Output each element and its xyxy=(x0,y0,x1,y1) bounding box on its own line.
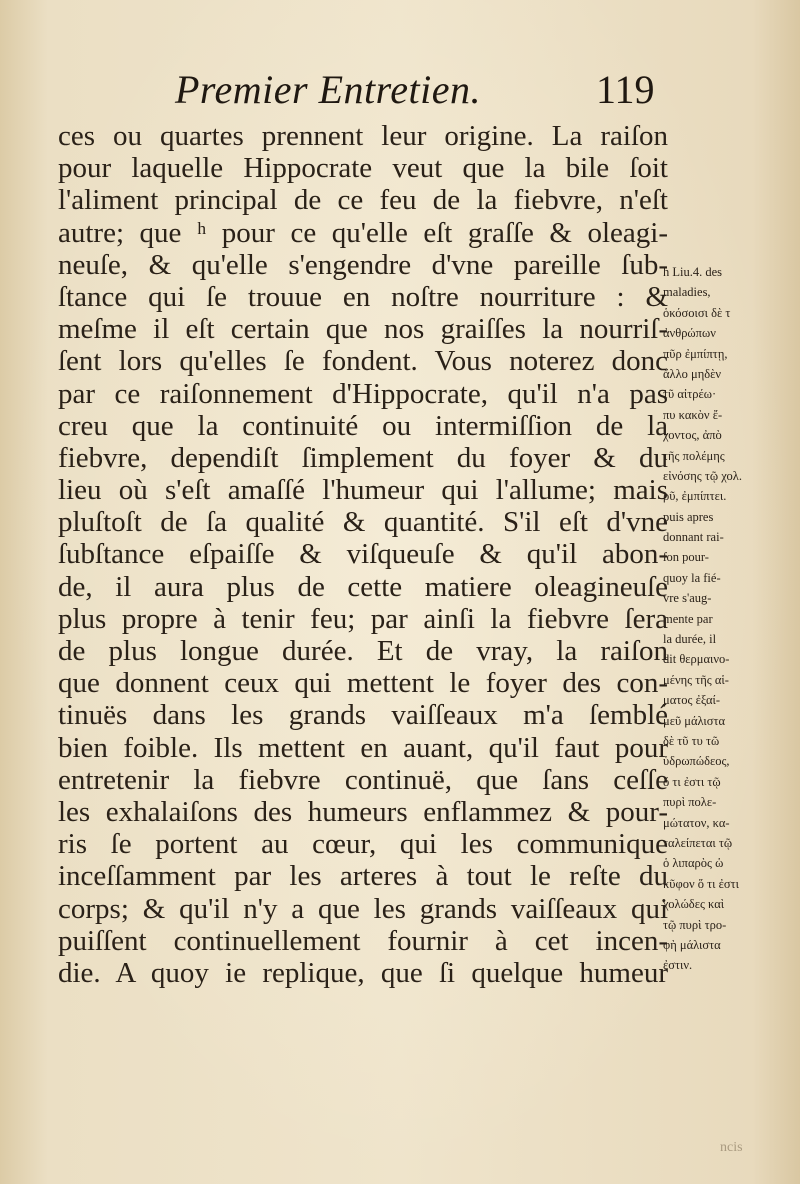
margin-note-line: μώτατον, κα- xyxy=(663,815,730,830)
margin-note-line: τῆς πολέμης xyxy=(663,448,725,463)
margin-note-line: h Liu.4. des xyxy=(663,265,723,279)
margin-note-line: μεῦ μάλιστα xyxy=(663,713,726,728)
margin-note-line: εἰνόσης τῷ χολ. xyxy=(663,468,742,483)
margin-note-line: πῦρ ἐμπίπτῃ, xyxy=(663,346,728,361)
margin-note-line: mente par xyxy=(663,611,713,626)
text-line: pluſtoſt de ſa qualité & quantité. S'il eſt d'vne xyxy=(58,506,668,539)
margin-note-line: δὲ τῦ τυ τῶ xyxy=(663,733,720,748)
text-line: de plus longue durée. Et de vray, la raiſon xyxy=(58,635,668,667)
page-header xyxy=(0,66,800,116)
text-line: inceſſamment par les arteres à tout le reſte du xyxy=(58,860,668,893)
margin-note-line: ταλείπεται τῷ xyxy=(663,835,733,850)
text-line: entretenir la fiebvre continuë, que ſans ceſſe xyxy=(58,763,668,796)
margin-note-line: κῦφον ὅ τι ἐστι xyxy=(663,876,739,891)
text-line: pour laquelle Hippocrate veut que la bile ſoit xyxy=(58,152,668,185)
text-line: corps; & qu'il n'y a que les grands vaiſſeaux qui xyxy=(58,892,668,925)
text-line: neuſe, & qu'elle s'engendre d'vne pareille ſub- xyxy=(58,248,668,281)
margin-note-line: ματος ἐξαί- xyxy=(663,693,721,708)
text-line: ſent lors qu'elles ſe fondent. Vous noterez donc xyxy=(58,345,668,378)
text-line: par ce raiſonnement d'Hippocrate, qu'il n'a pas xyxy=(58,377,668,410)
margin-note-line: ἐστιν. xyxy=(663,958,693,973)
text-line: ſtance qui ſe trouue en noſtre nourriture : & xyxy=(58,280,668,313)
text-line: ſubſtance eſpaiſſe & viſqueuſe & qu'il abon- xyxy=(58,538,668,571)
margin-note-line: πυ κακὸν ἔ- xyxy=(663,407,723,422)
text-line: ris ſe portent au cœur, qui les communique xyxy=(58,828,668,861)
running-title: Premier Entretien. xyxy=(175,67,481,112)
text-line: puiſſent continuellement fournir à cet incen- xyxy=(58,924,668,957)
text-line: autre; que ʰ pour ce qu'elle eſt graſſe & oleagi- xyxy=(58,216,668,249)
page-number: 119 xyxy=(596,67,655,112)
margin-note-line: puis apres xyxy=(663,509,714,524)
text-line: l'aliment principal de ce feu de la fiebvre, n'eſt xyxy=(58,184,668,217)
margin-note-line: ſon pour- xyxy=(663,550,709,565)
text-line: meſme il eſt certain que nos graiſſes la nourriſ- xyxy=(58,313,668,346)
margin-notes-column xyxy=(663,262,775,976)
margin-note-line: μένης τῆς αἱ- xyxy=(663,672,729,687)
margin-note-line: ὁκόσοισι δὲ τ xyxy=(663,305,731,320)
main-text-column xyxy=(58,120,668,989)
margin-note-line: donnant rai- xyxy=(663,530,724,545)
text-line: de, il aura plus de cette matiere oleagineuſe xyxy=(58,570,668,603)
text-line: les exhalaiſons des humeurs enflammez & pour- xyxy=(58,795,668,828)
text-line: lieu où s'eſt amaſſé l'humeur qui l'allume; mais xyxy=(58,474,668,507)
text-line: plus propre à tenir feu; par ainſi la fiebvre ſera xyxy=(58,602,668,635)
margin-note-line: τῦ αἰτρέω· xyxy=(663,387,717,402)
margin-note-line: τῷ πυρὶ τρο- xyxy=(663,917,727,932)
margin-note-line: dit θερμαινο- xyxy=(663,652,730,667)
text-line: fiebvre, dependiſt ſimplement du foyer & du xyxy=(58,441,668,474)
margin-note-line: ρῦ, ἐμπίπτει. xyxy=(663,489,727,504)
margin-note-line: φὴ μάλιστα xyxy=(663,937,721,952)
margin-note-line: χοντος, ἀπὸ xyxy=(663,428,722,443)
margin-note-line: quoy la fié- xyxy=(663,570,721,585)
margin-note-line: vre s'aug- xyxy=(663,591,712,606)
text-line: ces ou quartes prennent leur origine. La raiſon xyxy=(58,120,668,152)
text-line: tinuës dans les grands vaiſſeaux m'a ſemblé xyxy=(58,699,668,732)
text-line: bien foible. Ils mettent en auant, qu'il faut pour xyxy=(58,731,668,764)
text-line: que donnent ceux qui mettent le foyer des con- xyxy=(58,667,668,700)
margin-note-line: πυρὶ πολε- xyxy=(663,795,717,810)
text-line: die. A quoy ie replique, que ſi quelque humeur xyxy=(58,956,668,989)
margin-note-line: la durée, il xyxy=(663,632,717,647)
margin-note-line: ὑδρωπώδεος, xyxy=(663,754,730,769)
margin-note-line: χολώδες καὶ xyxy=(663,897,725,912)
bleed-through-mark: ncis xyxy=(720,1140,743,1155)
margin-note-line: ὅ τι ἐστι τῷ xyxy=(663,774,721,789)
text-line: creu que la continuité ou intermiſſion de la xyxy=(58,409,668,442)
margin-note-line: maladies, xyxy=(663,285,711,300)
margin-note-line: ἄλλο μηδὲν xyxy=(663,366,722,381)
margin-note-line: ἀνθρώπων xyxy=(663,326,716,341)
margin-note-line: ὁ λιπαρὸς ὡ xyxy=(663,856,724,871)
